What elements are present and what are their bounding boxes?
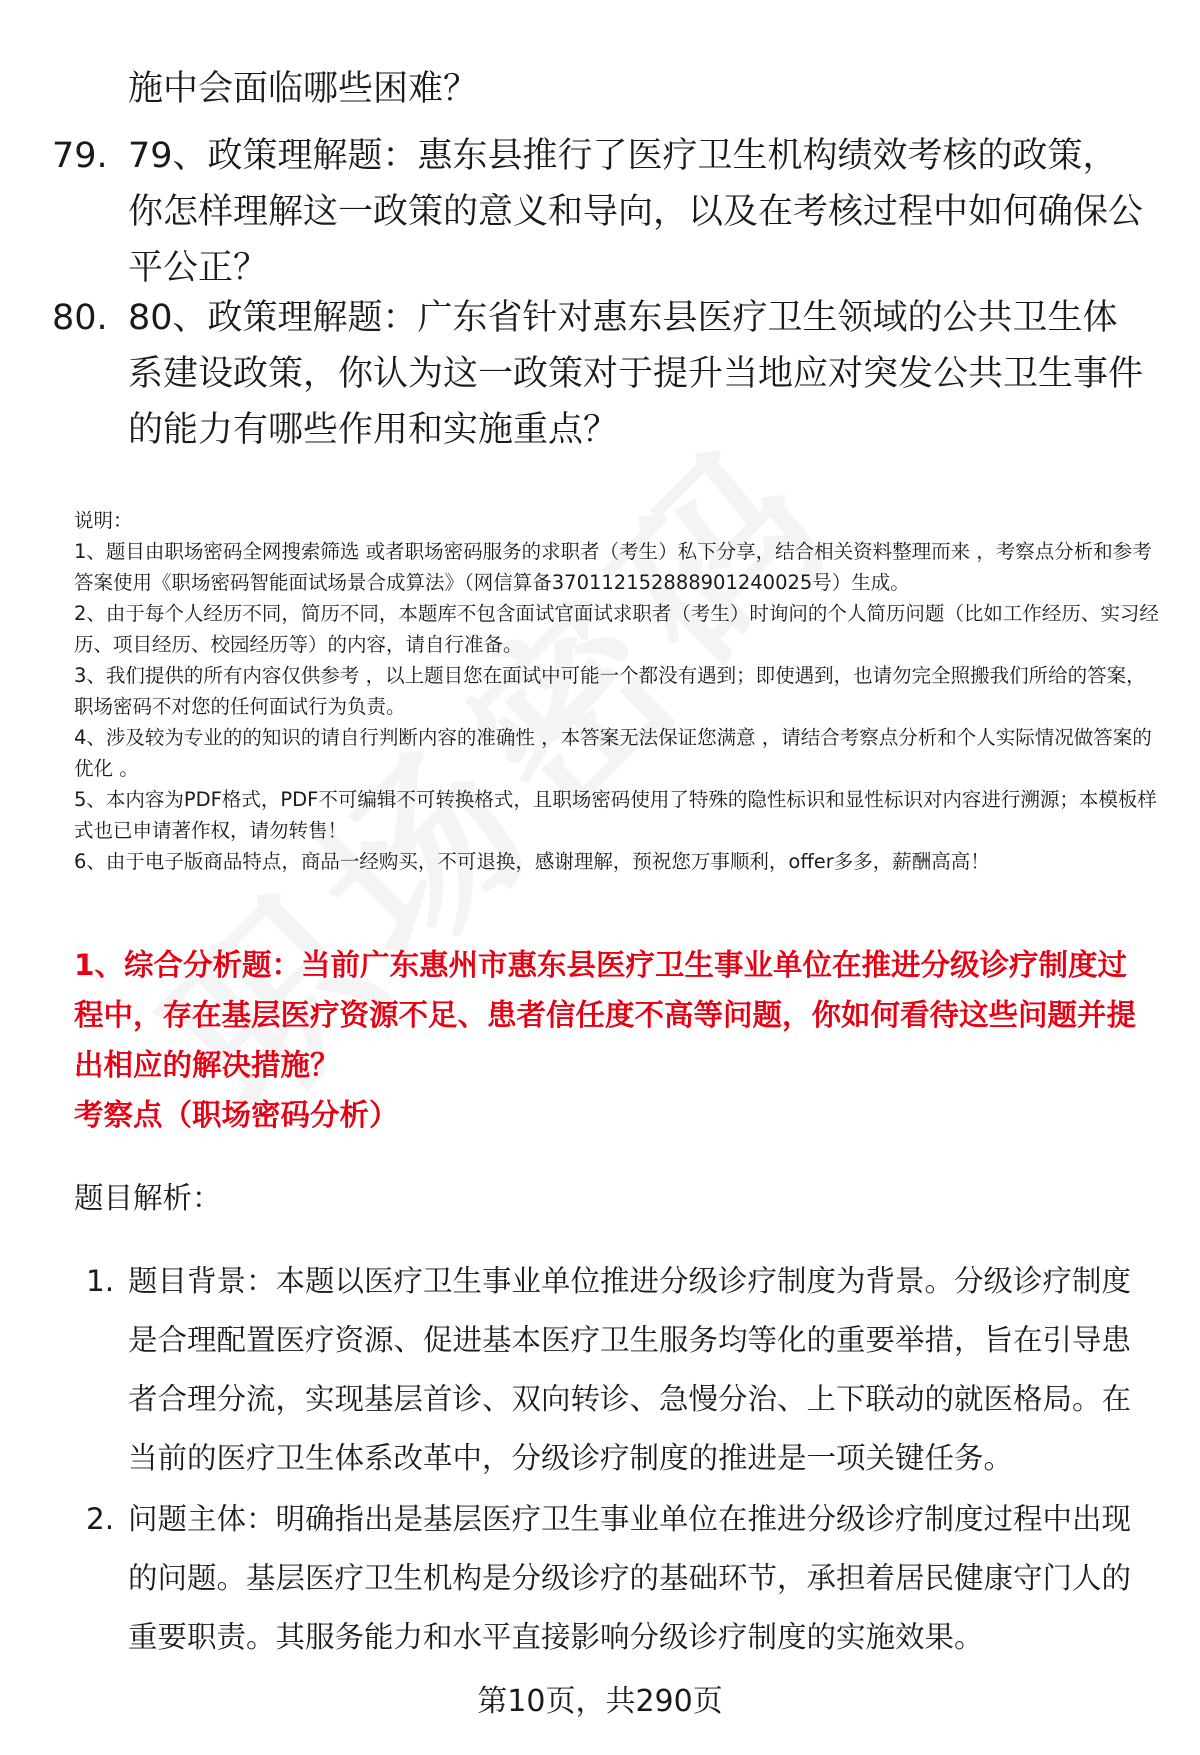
point-text: 题目背景：本题以医疗卫生事业单位推进分级诊疗制度为背景。分级诊疗制度是合理配置医疗资源、促进基本医疗卫生服务均等化的重要举措，旨在引导患者合理分流，实现基层首诊、双向转诊、急慢分治、上下联动的就医格局。在当前的医疗卫生体系改革中，分级诊疗制度的推进是一项关键任务。 <box>128 1264 1132 1475</box>
notes-line: 5、本内容为PDF格式，PDF不可编辑不可转换格式，且职场密码使用了特殊的隐性标识和显性标识对内容进行溯源；本模板样式也已申请著作权，请勿转售！ <box>74 788 1157 842</box>
notes-line: 1、题目由职场密码全网搜索筛选 或者职场密码服务的求职者（考生）私下分享，结合相关资料整理而来 ，考察点分析和参考答案使用《职场密码智能面试场景合成算法》（网信算备370112152888901240025号）生成。 <box>74 540 1152 594</box>
analysis-point-2 <box>86 1490 1166 1667</box>
notes-block <box>74 505 1164 877</box>
notes-line: 6、由于电子版商品特点，商品一经购买，不可退换，感谢理解，预祝您万事顺利，offer多多，薪酬高高！ <box>74 850 990 873</box>
question-number: 80. <box>52 298 108 338</box>
point-number: 1. <box>86 1264 115 1298</box>
notes-title: 说明： <box>74 509 133 532</box>
question-text: 80、政策理解题：广东省针对惠东县医疗卫生领域的公共卫生体系建设政策，你认为这一政策对于提升当地应对突发公共卫生事件的能力有哪些作用和实施重点？ <box>128 298 1144 450</box>
analysis-point-1 <box>86 1252 1166 1488</box>
question-continued-text: 施中会面临哪些困难？ <box>128 69 479 109</box>
page-number: 第10页，共290页 <box>477 1684 723 1719</box>
section-sub-heading: 考察点（职场密码分析） <box>74 1098 399 1132</box>
section-heading: 1、综合分析题：当前广东惠州市惠东县医疗卫生事业单位在推进分级诊疗制度过程中，存在基层医疗资源不足、患者信任度不高等问题，你如何看待这些问题并提出相应的解决措施？ <box>74 948 1137 1082</box>
question-text: 79、政策理解题：惠东县推行了医疗卫生机构绩效考核的政策，你怎样理解这一政策的意义和导向，以及在考核过程中如何确保公平公正？ <box>128 136 1144 288</box>
question-number: 79. <box>52 136 108 176</box>
point-number: 2. <box>86 1502 115 1536</box>
notes-line: 2、由于每个人经历不同，简历不同，本题库不包含面试官面试求职者（考生）时询问的个人简历问题（比如工作经历、实习经历、项目经历、校园经历等）的内容，请自行准备。 <box>74 602 1159 656</box>
point-text: 问题主体：明确指出是基层医疗卫生事业单位在推进分级诊疗制度过程中出现的问题。基层医疗卫生机构是分级诊疗的基础环节，承担着居民健康守门人的重要职责。其服务能力和水平直接影响分级诊疗制度的实施效果。 <box>128 1502 1132 1654</box>
question-item-80 <box>52 290 1152 458</box>
notes-line: 4、涉及较为专业的的知识的请自行判断内容的准确性 ，本答案无法保证您满意 ，请结合考察点分析和个人实际情况做答案的优化 。 <box>74 726 1152 780</box>
analysis-label: 题目解析： <box>74 1181 222 1215</box>
question-item-79 <box>52 128 1152 296</box>
notes-line: 3、我们提供的所有内容仅供参考 ，以上题目您在面试中可能一个都没有遇到；即使遇到，也请勿完全照搬我们所给的答案，职场密码不对您的任何面试行为负责。 <box>74 664 1146 718</box>
